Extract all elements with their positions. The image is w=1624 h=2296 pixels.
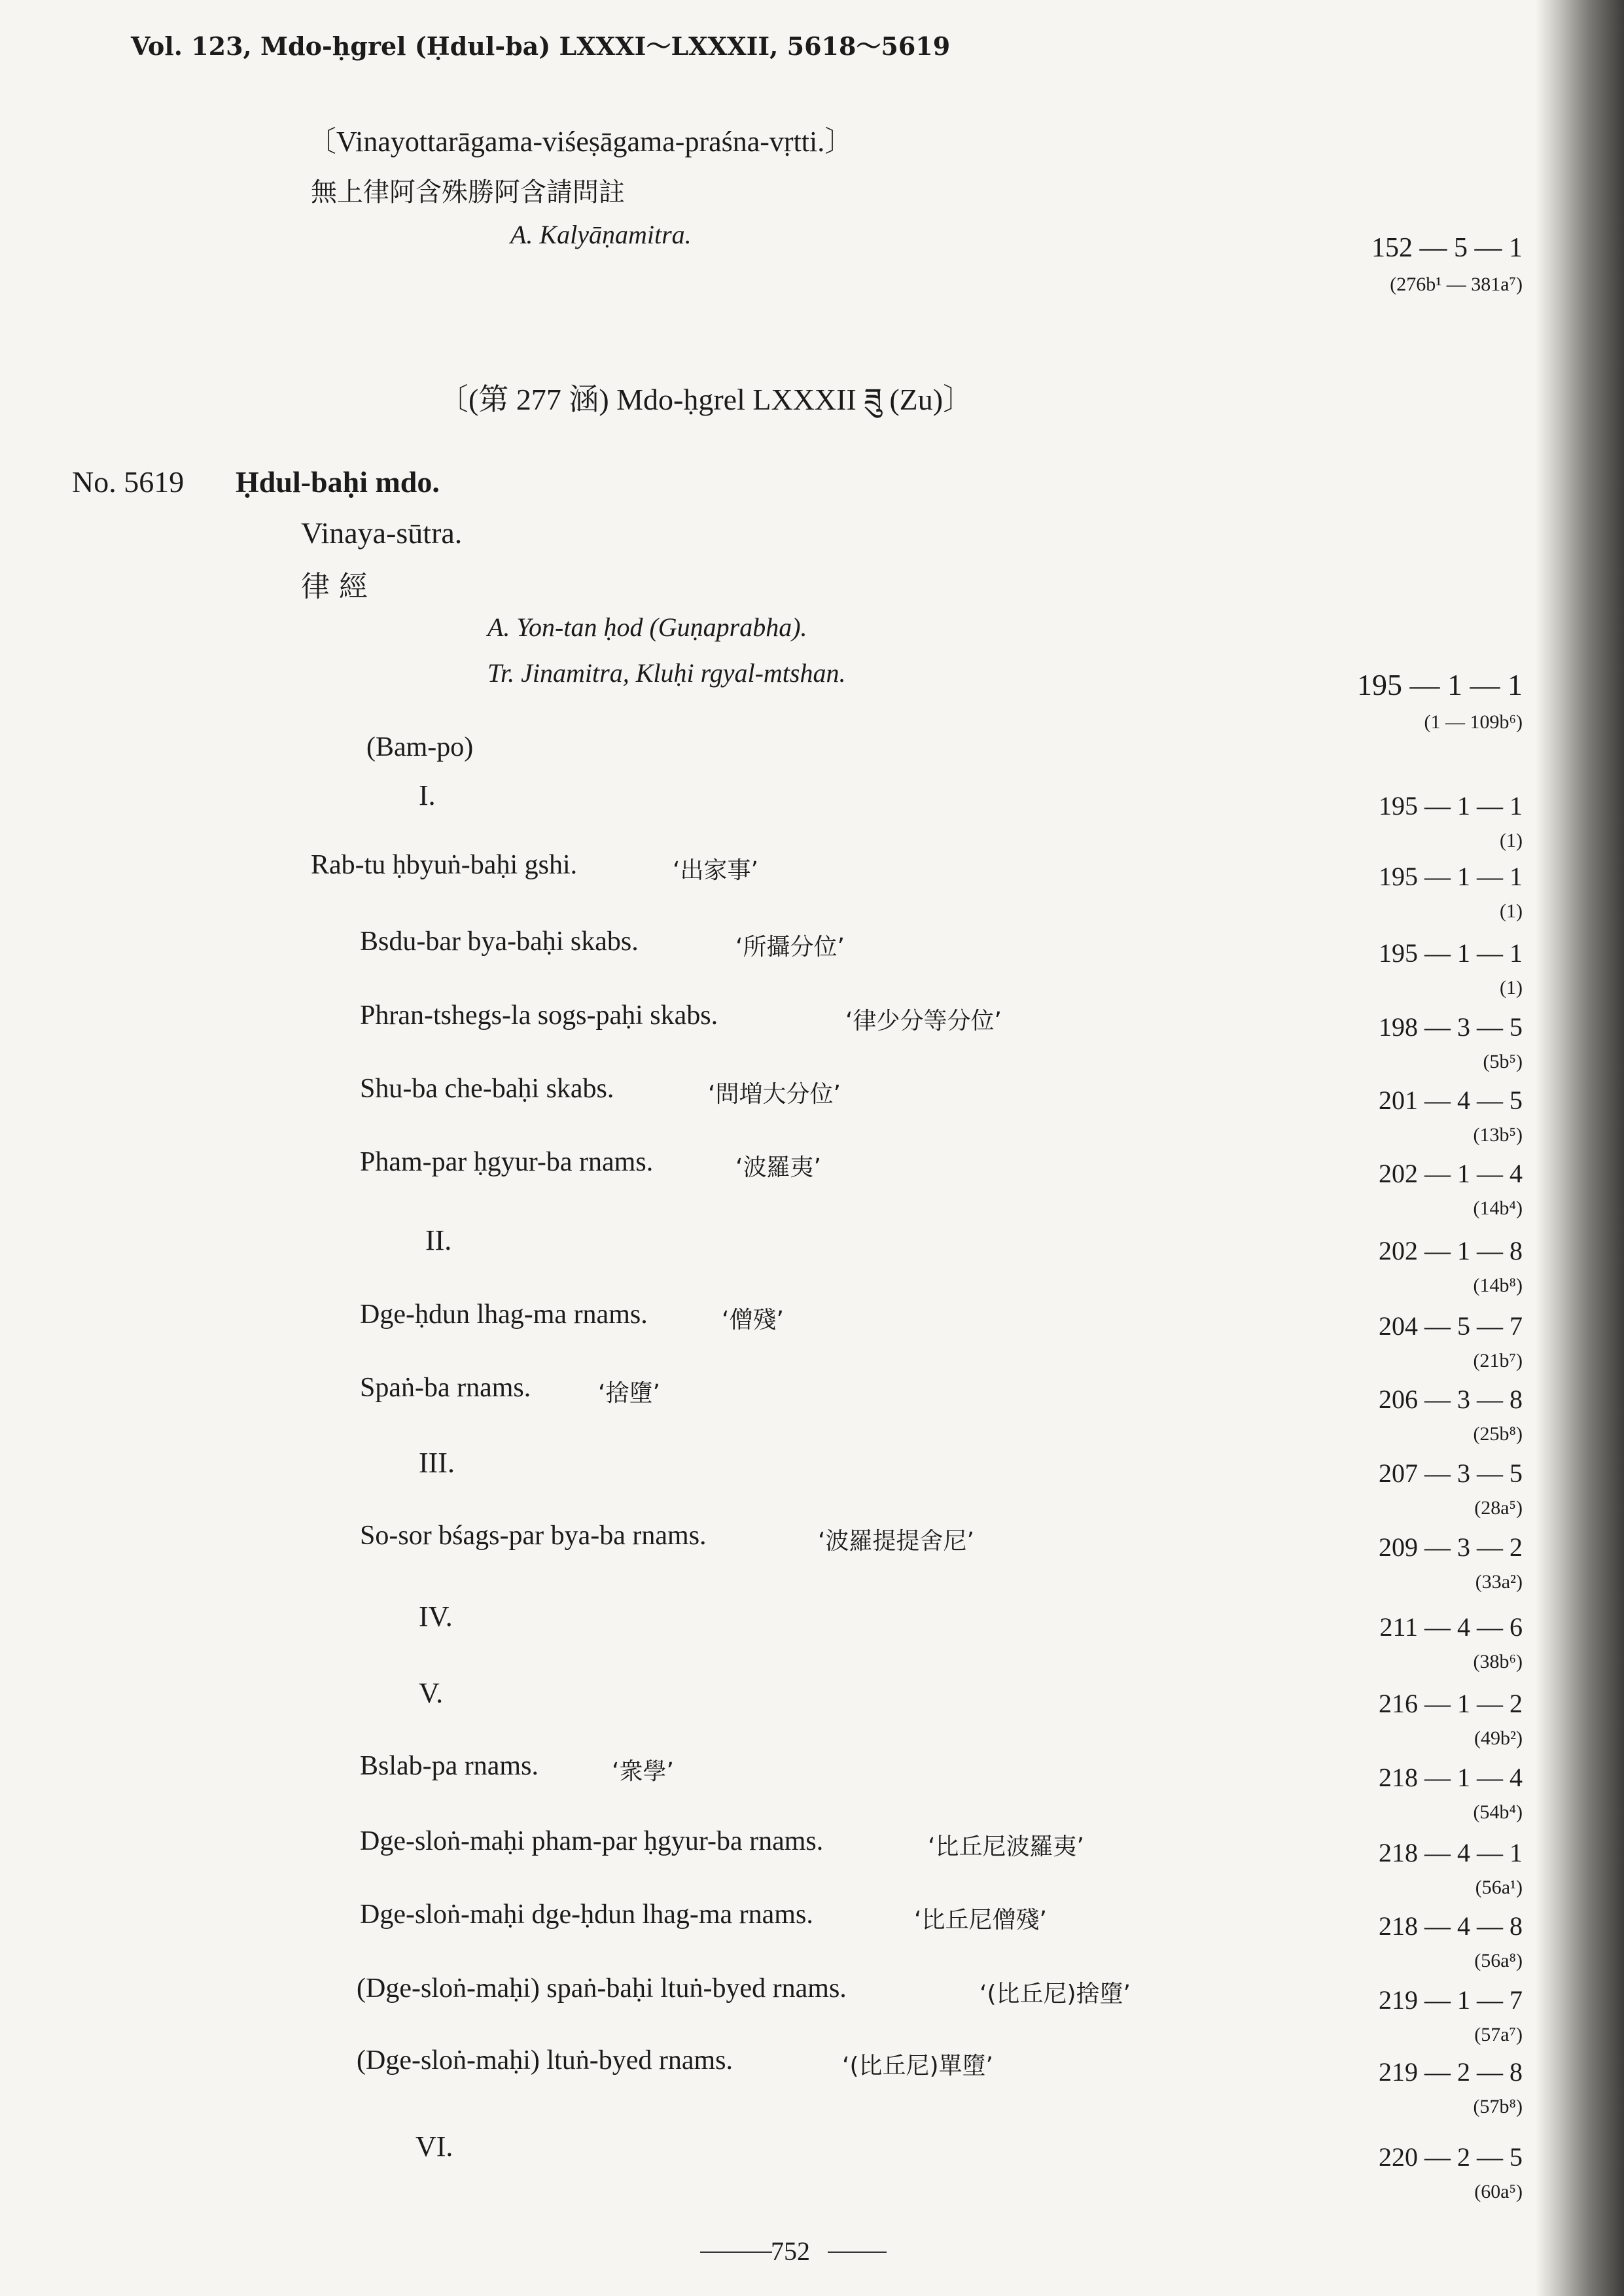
list-item-ref: 218 — 4 — 8: [1379, 1911, 1523, 1941]
entry-title: Ḥdul-baḥi mdo.: [236, 465, 440, 499]
list-item-ref: 202 — 1 — 8: [1379, 1236, 1523, 1265]
list-item-ref-folio: (13b⁵): [1473, 1124, 1523, 1146]
bampo-section-number: II.: [425, 1224, 452, 1256]
entry-ref: 195 — 1 — 1: [1357, 668, 1523, 701]
list-item-ref-folio: (1): [1500, 977, 1523, 998]
list-item-cjk-gloss: ‘所攝分位’: [735, 934, 845, 961]
entry-translator: Tr. Jinamitra, Kluḥi rgyal-mtshan.: [487, 658, 846, 688]
list-item-ref-folio: (60a⁵): [1474, 2181, 1523, 2202]
list-item-ref: 220 — 2 — 5: [1379, 2142, 1523, 2172]
list-item-title: Dge-sloṅ-maḥi dge-ḥdun lhag-ma rnams.: [360, 1899, 813, 1930]
list-item-ref: 219 — 1 — 7: [1379, 1985, 1523, 2015]
list-item-cjk-gloss: ‘僧殘’: [722, 1307, 784, 1333]
entry-ref-range: (1 — 109b⁶): [1424, 711, 1523, 733]
list-item-ref: 207 — 3 — 5: [1379, 1458, 1523, 1488]
list-item-title: Phran-tshegs-la sogs-paḥi skabs.: [360, 1000, 718, 1031]
list-item-ref-folio: (25b⁸): [1473, 1423, 1523, 1445]
list-item-cjk-gloss: ‘捨墮’: [598, 1380, 660, 1407]
list-item-ref-folio: (28a⁵): [1474, 1497, 1523, 1519]
entry-number: No. 5619: [72, 465, 185, 499]
list-item-title: (Dge-sloṅ-maḥi) ltuṅ-byed rnams.: [357, 2045, 733, 2075]
entry-cjk-title: 律 經: [301, 570, 368, 603]
bampo-section-number: V.: [419, 1677, 444, 1709]
list-item-ref-folio: (5b⁵): [1483, 1051, 1523, 1072]
volume-section-heading: 〔(第 277 涵) Mdo-ḥgrel LXXXII ཟུ (Zu)〕: [438, 383, 974, 416]
list-item-ref: 209 — 3 — 2: [1379, 1532, 1523, 1562]
list-item-ref: 219 — 2 — 8: [1379, 2057, 1523, 2087]
list-item-ref-folio: (54b⁴): [1473, 1801, 1523, 1823]
list-item-title: Shu-ba che-baḥi skabs.: [360, 1074, 614, 1104]
list-item-ref: 204 — 5 — 7: [1379, 1311, 1523, 1341]
list-item-ref: 202 — 1 — 4: [1379, 1159, 1523, 1188]
list-item-cjk-gloss: ‘出家事’: [673, 857, 758, 884]
prev-entry-ref-range: (276b¹ — 381a⁷): [1390, 274, 1523, 295]
list-item-ref: 218 — 1 — 4: [1379, 1763, 1523, 1792]
list-item-title: Spaṅ-ba rnams.: [360, 1373, 531, 1403]
bampo-section-number: VI.: [415, 2130, 453, 2163]
page-number: 752: [771, 2236, 810, 2266]
list-item-title: (Dge-sloṅ-maḥi) spaṅ-baḥi ltuṅ-byed rnams.: [357, 1973, 847, 2004]
list-item-cjk-gloss: ‘問増大分位’: [708, 1081, 841, 1108]
list-item-title: Bsdu-bar bya-baḥi skabs.: [360, 927, 639, 957]
footer-rule-right: [828, 2252, 887, 2253]
list-item-title: Bslab-pa rnams.: [360, 1751, 538, 1781]
list-item-cjk-gloss: ‘(比丘尼)捨墮’: [980, 1981, 1131, 2007]
list-item-ref-folio: (57b⁸): [1473, 2096, 1523, 2117]
list-item-cjk-gloss: ‘律少分等分位’: [845, 1008, 1002, 1034]
list-item-ref-folio: (56a¹): [1475, 1877, 1523, 1898]
list-item-ref: 216 — 1 — 2: [1379, 1689, 1523, 1718]
list-item-ref-folio: (14b⁴): [1473, 1197, 1523, 1219]
list-item-ref-folio: (49b²): [1474, 1727, 1523, 1749]
list-item-title: Dge-sloṅ-maḥi pham-par ḥgyur-ba rnams.: [360, 1826, 824, 1856]
bampo-section-number: IV.: [419, 1600, 453, 1633]
list-item-ref-folio: (56a⁸): [1474, 1950, 1523, 1971]
bampo-section-number: III.: [419, 1447, 455, 1479]
list-item-ref: 201 — 4 — 5: [1379, 1086, 1523, 1115]
list-item-cjk-gloss: ‘衆學’: [612, 1758, 674, 1785]
list-item-ref-folio: (57a⁷): [1474, 2024, 1523, 2045]
list-item-ref: 195 — 1 — 1: [1379, 938, 1523, 968]
bampo-label: (Bam-po): [366, 732, 474, 762]
list-item-title: Dge-ḥdun lhag-ma rnams.: [360, 1299, 648, 1330]
list-item-ref: 195 — 1 — 1: [1379, 862, 1523, 891]
list-item-ref-folio: (33a²): [1475, 1571, 1523, 1593]
list-item-ref: 211 — 4 — 6: [1379, 1612, 1523, 1642]
list-item-ref-folio: (21b⁷): [1473, 1350, 1523, 1371]
list-item-ref-folio: (1): [1500, 900, 1523, 922]
entry-author: A. Yon-tan ḥod (Guṇaprabha).: [487, 612, 807, 642]
prev-entry-cjk-title: 無上律阿含殊勝阿含請問註: [311, 177, 625, 207]
entry-sanskrit-title: Vinaya-sūtra.: [301, 516, 463, 550]
footer-rule-left: [700, 2252, 772, 2253]
list-item-ref: 198 — 3 — 5: [1379, 1012, 1523, 1042]
list-item-cjk-gloss: ‘波羅提提舍尼’: [818, 1528, 974, 1555]
bampo-section-number: I.: [419, 779, 436, 811]
prev-entry-ref: 152 — 5 — 1: [1371, 233, 1523, 263]
prev-entry-sanskrit-title: 〔Vinayottarāgama-viśeṣāgama-praśna-vṛtti.〕: [308, 126, 854, 158]
list-item-ref: 218 — 4 — 1: [1379, 1838, 1523, 1867]
list-item-title: So-sor bśags-par bya-ba rnams.: [360, 1521, 707, 1551]
prev-entry-author: A. Kalyāṇamitra.: [510, 220, 692, 249]
list-item-ref-folio: (38b⁶): [1473, 1651, 1523, 1672]
list-item-title: Rab-tu ḥbyuṅ-baḥi gshi.: [311, 850, 578, 880]
scan-edge-shadow: [1536, 0, 1624, 2296]
list-item-title: Pham-par ḥgyur-ba rnams.: [360, 1147, 654, 1177]
list-item-ref-folio: (1): [1500, 830, 1523, 851]
list-item-cjk-gloss: ‘比丘尼波羅夷’: [928, 1833, 1084, 1860]
list-item-ref-folio: (14b⁸): [1473, 1275, 1523, 1296]
list-item-cjk-gloss: ‘(比丘尼)單墮’: [842, 2053, 993, 2079]
list-item-ref: 206 — 3 — 8: [1379, 1385, 1523, 1414]
list-item-cjk-gloss: ‘波羅夷’: [735, 1154, 821, 1181]
list-item-ref: 195 — 1 — 1: [1379, 791, 1523, 821]
running-header: Vol. 123, Mdo-ḥgrel (Ḥdul-ba) LXXXI〜LXXXII, 5618〜5619: [131, 31, 951, 61]
list-item-cjk-gloss: ‘比丘尼僧殘’: [914, 1907, 1047, 1934]
